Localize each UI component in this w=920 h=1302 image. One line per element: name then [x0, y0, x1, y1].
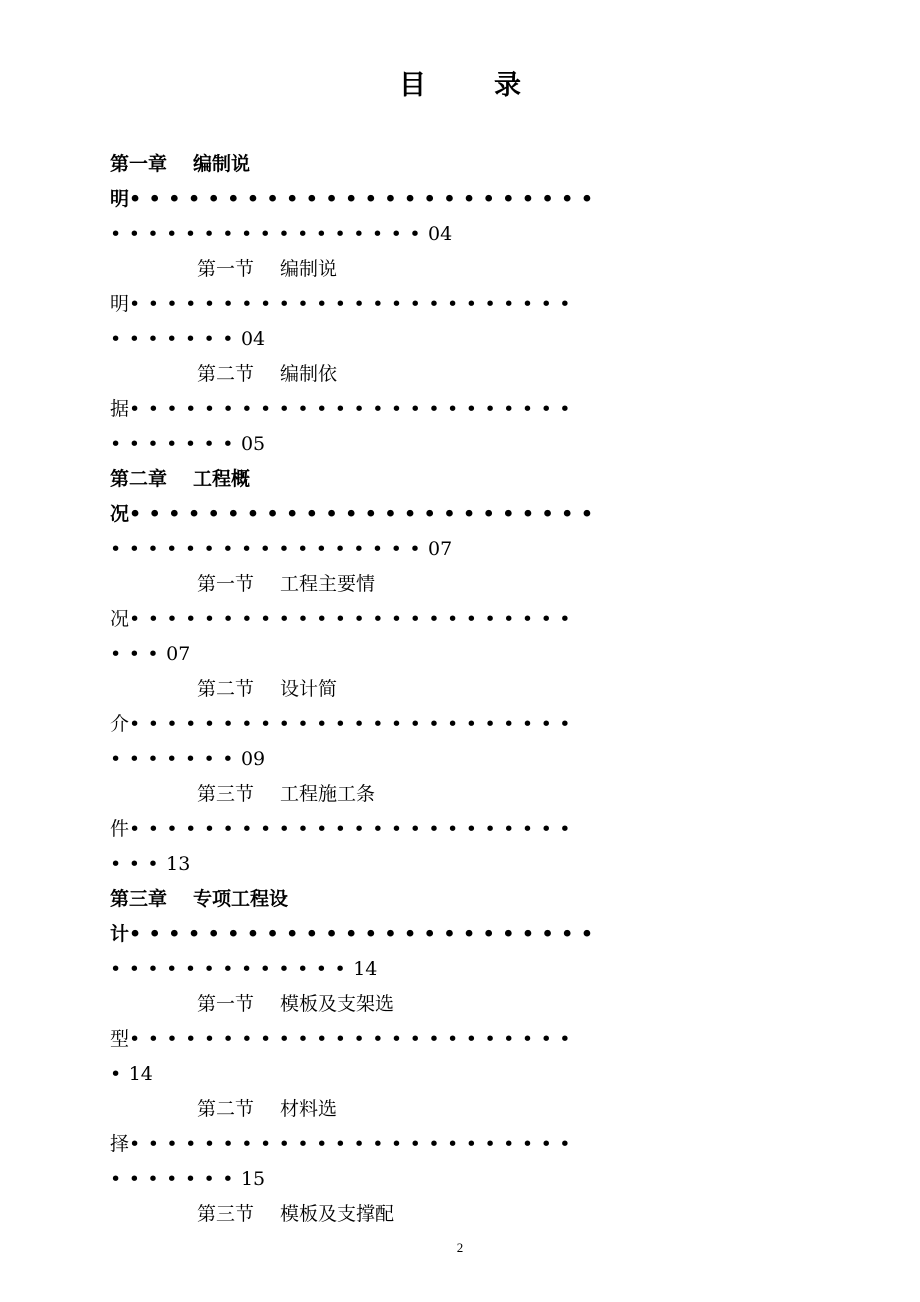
- toc-label: 第一节: [197, 258, 255, 280]
- toc-leader-dots: •••: [110, 853, 167, 875]
- toc-page-ref: 14: [353, 958, 378, 980]
- toc-leader-dots: ••••••••••••••••••••••••: [129, 293, 578, 315]
- toc-title-continuation: 型: [110, 1028, 130, 1050]
- toc-leader-dots: ••••••••••••••••••••••••: [129, 923, 601, 945]
- toc-leader-dots: ••••••••••••••••••••••••: [129, 503, 601, 525]
- toc-leader-dots: ••••••••••••••••••••••••: [129, 1133, 578, 1155]
- toc-section-2-2-leader: [110, 707, 800, 742]
- toc-section-3-1-leader: [110, 1022, 800, 1057]
- toc-title-continuation: 明: [110, 188, 130, 210]
- toc-leader-dots: ••••••••••••••••••••••••: [129, 188, 601, 210]
- toc-page-ref: 13: [166, 853, 191, 875]
- toc-leader-dots: •••••••: [110, 1168, 241, 1190]
- toc-label: 第二节: [197, 363, 255, 385]
- toc-section-1-2-heading[interactable]: [110, 357, 800, 392]
- toc-label: 第一章: [110, 153, 168, 175]
- toc-page-ref: 04: [240, 328, 266, 350]
- toc-label: 第一节: [197, 993, 255, 1015]
- toc-section-2-1-page: [110, 637, 800, 672]
- toc-section-1-1-leader: [110, 287, 800, 322]
- toc-title: 编制说: [193, 153, 251, 175]
- toc-chapter-1-page: [110, 217, 800, 252]
- toc-page-ref: 09: [240, 748, 266, 770]
- toc-title: 设计简: [280, 678, 338, 700]
- toc-section-3-1-heading[interactable]: [110, 987, 800, 1022]
- toc-leader-dots: ••••••••••••••••••••••••: [129, 713, 578, 735]
- toc-section-2-3-leader: [110, 812, 800, 847]
- toc-title-continuation: 件: [110, 818, 130, 840]
- toc-chapter-2-page: [110, 532, 800, 567]
- toc-title-continuation: 介: [110, 713, 130, 735]
- toc-title: 材料选: [280, 1098, 338, 1120]
- table-of-contents: [110, 147, 800, 1232]
- toc-section-2-1-heading[interactable]: [110, 567, 800, 602]
- toc-title: 编制说: [280, 258, 338, 280]
- toc-label: 第三章: [110, 888, 168, 910]
- toc-label: 第三节: [197, 1203, 255, 1225]
- toc-section-2-2-page: [110, 742, 800, 777]
- toc-leader-dots: •••••••••••••••••: [110, 223, 429, 245]
- toc-page-ref: 15: [240, 1168, 266, 1190]
- toc-page-ref: 04: [428, 223, 453, 245]
- toc-chapter-1-leader: [110, 182, 800, 217]
- toc-title-continuation: 据: [110, 398, 130, 420]
- toc-section-1-2-page: [110, 427, 800, 462]
- toc-title-continuation: 况: [110, 608, 130, 630]
- toc-title: 工程概: [193, 468, 251, 490]
- toc-section-1-1-heading[interactable]: [110, 252, 800, 287]
- toc-section-3-2-page: [110, 1162, 800, 1197]
- page-number: 2: [456, 1240, 464, 1255]
- toc-leader-dots: •••: [110, 643, 167, 665]
- toc-title-continuation: 况: [110, 503, 130, 525]
- toc-title: 工程主要情: [280, 573, 376, 595]
- toc-label: 第一节: [197, 573, 255, 595]
- toc-leader-dots: •: [110, 1063, 129, 1085]
- toc-section-3-2-heading[interactable]: [110, 1092, 800, 1127]
- toc-chapter-1-heading[interactable]: [110, 147, 800, 182]
- toc-title-continuation: 明: [110, 293, 130, 315]
- toc-title: 工程施工条: [280, 783, 376, 805]
- toc-section-2-3-page: [110, 847, 800, 882]
- toc-label: 第二节: [197, 678, 255, 700]
- toc-section-1-1-page: [110, 322, 800, 357]
- toc-section-3-2-leader: [110, 1127, 800, 1162]
- toc-chapter-2-leader: [110, 497, 800, 532]
- toc-page-ref: 07: [428, 538, 453, 560]
- title-char-left: 目: [399, 70, 426, 101]
- toc-leader-dots: •••••••: [110, 328, 241, 350]
- page-title: [0, 66, 920, 106]
- toc-leader-dots: ••••••••••••••••••••••••: [129, 818, 578, 840]
- toc-leader-dots: •••••••••••••: [110, 958, 354, 980]
- toc-chapter-2-heading[interactable]: [110, 462, 800, 497]
- toc-leader-dots: ••••••••••••••••••••••••: [129, 608, 578, 630]
- toc-label: 第二章: [110, 468, 168, 490]
- toc-leader-dots: •••••••: [110, 433, 241, 455]
- toc-section-3-1-page: [110, 1057, 800, 1092]
- toc-title: 模板及支撑配: [280, 1203, 395, 1225]
- toc-title: 专项工程设: [193, 888, 289, 910]
- toc-page-ref: 05: [240, 433, 266, 455]
- toc-chapter-3-heading[interactable]: [110, 882, 800, 917]
- toc-title: 模板及支架选: [280, 993, 395, 1015]
- toc-title-continuation: 择: [110, 1133, 130, 1155]
- toc-label: 第三节: [197, 783, 255, 805]
- toc-chapter-3-leader: [110, 917, 800, 952]
- toc-section-2-1-leader: [110, 602, 800, 637]
- toc-section-2-3-heading[interactable]: [110, 777, 800, 812]
- toc-leader-dots: •••••••••••••••••: [110, 538, 429, 560]
- toc-page-ref: 14: [128, 1063, 153, 1085]
- toc-title-continuation: 计: [110, 923, 130, 945]
- toc-section-1-2-leader: [110, 392, 800, 427]
- toc-chapter-3-page: [110, 952, 800, 987]
- toc-page-ref: 07: [166, 643, 191, 665]
- toc-leader-dots: •••••••: [110, 748, 241, 770]
- toc-section-2-2-heading[interactable]: [110, 672, 800, 707]
- toc-title: 编制依: [280, 363, 338, 385]
- title-char-right: 录: [494, 70, 521, 101]
- toc-label: 第二节: [197, 1098, 255, 1120]
- toc-leader-dots: ••••••••••••••••••••••••: [129, 1028, 578, 1050]
- toc-section-3-3-heading[interactable]: [110, 1197, 800, 1232]
- toc-leader-dots: ••••••••••••••••••••••••: [129, 398, 578, 420]
